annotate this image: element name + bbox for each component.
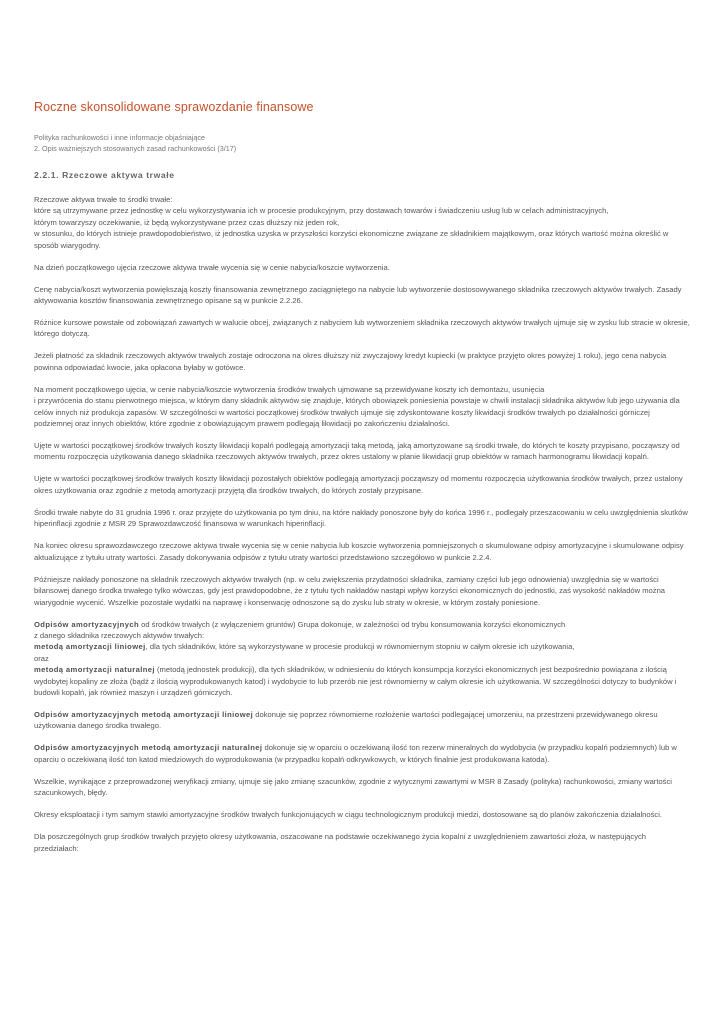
paragraph-hyperinflation: Środki trwałe nabyte do 31 grudnia 1996 r. oraz przyjęte do użytkowania po tym dniu, na które nakłady ponoszone były do końca 1996 r., podlegały przeszacowaniu w celu uwzględnienia skutków hiperinflacji zgodnie z MSR 29 Sprawozdawczość finansowa w warunkach hiperinflacji.: [34, 507, 688, 529]
paragraph-units-of-production: [34, 742, 690, 765]
paragraph-other-liquidation: Ujęte w wartości początkowej środków trwałych koszty likwidacji pozostałych obiektów podlegają amortyzacji począwszy od momentu rozpoczęcia użytkowania środków trwałych, przez ustalony okres użytkowania oraz zgodnie z metodą amortyzacji przyjętą dla środków trwałych, do których zostały przypisane.: [34, 474, 683, 495]
paragraph-fx-differences: Różnice kursowe powstałe od zobowiązań zawartych w walucie obcej, związanych z nabyciem lub wytworzeniem składnika rzeczowych aktywów trwałych ujmuje się w zysku lub stracie w okresie, którego dotyczą.: [34, 318, 690, 339]
paragraph-subsequent-costs: Późniejsze nakłady ponoszone na składnik rzeczowych aktywów trwałych (np. w celu zwiększenia przydatności składnika, zamiany części lub jego odnowienia) uwzględnia się w wartości bilansowej danego środka trwałego tylko wówczas, gdy jest prawdopodobne, że z tytułu tych nakładów nastąpi wpływ korzyści ekonomicznych do jednostki, zaś wysokość nakładów można wiarygodnie wycenić. Wszelkie pozostałe wydatki na naprawę i konserwację odnoszone są do zysku lub straty w okresie, w którym zostały poniesione.: [34, 574, 666, 607]
units-of-production-heading: Odpisów amortyzacyjnych metodą amortyzacji naturalnej: [34, 743, 263, 753]
paragraph-end-of-period: Na koniec okresu sprawozdawczego rzeczowe aktywa trwałe wycenia się w cenie nabycia lub koszcie wytworzenia pomniejszonych o skumulowane odpisy amortyzacyjne i skumulowane odpisy aktualizujące z tytułu utraty wartości. Zasady dokonywania odpisów z tytułu utraty wartości przedstawiono szczegółowo w punkcie 2.2.4.: [34, 541, 684, 562]
definition-line: Rzeczowe aktywa trwałe to środki trwałe:: [34, 195, 173, 204]
paragraph-dismantling-costs: [34, 384, 690, 430]
depreciation-text: z danego składnika rzeczowych aktywów trwałych:: [34, 630, 205, 640]
paragraph-mine-liquidation: Ujęte w wartości początkowej środków trwałych koszty likwidacji kopalń podlegają amortyzacji taką metodą, jaką amortyzowane są środki trwałe, do których te koszty przypisano, począwszy od momentu rozpoczęcia użytkowania danego składnika rzeczowych aktywów trwałych, przez okres ustalony w planie likwidacji grup obiektów w ramach harmonogramu likwidacji kopalń.: [34, 441, 680, 462]
straight-line-heading: Odpisów amortyzacyjnych metodą amortyzacji liniowej: [34, 709, 254, 719]
definition-line: którym towarzyszy oczekiwanie, iż będą wykorzystywane przez czas dłuższy niż jeden rok,: [34, 217, 340, 227]
units-of-production-term: metodą amortyzacji naturalnej: [34, 665, 155, 675]
paragraph-useful-life-ranges: Dla poszczególnych grup środków trwałych przyjęto okresy użytkowania, oszacowane na podstawie oczekiwanego życia kopalni z uwzględnieniem zawartości złoża, w następujących przedziałach:: [34, 832, 647, 853]
breadcrumb-subsection: 2. Opis ważniejszych stosowanych zasad rachunkowości (3/17): [34, 144, 237, 153]
dismantling-line: i przywrócenia do stanu pierwotnego miejsca, w którym dany składnik aktywów się znajduje, których obowiązek poniesienia powstaje w chwili instalacji składnika aktywów lub jego używania dla celów innych niż produkcja zapasów. W szczególności w wartości początkowej środków trwałych ujmuje się zdyskontowane koszty likwidacji środków trwałych po działalności górniczej podziemnej oraz innych obiektów, które zgodnie z obowiązującym prawem podlegają likwidacji po zakończeniu działalności.: [34, 396, 680, 429]
paragraph-depreciation-methods: [34, 619, 690, 699]
paragraph-estimate-changes: Wszelkie, wynikające z przeprowadzonej weryfikacji zmiany, ujmuje się jako zmianę szacunków, zgodnie z wytycznymi zawartymi w MSR 8 Zasady (polityka) rachunkowości, zmiany wartości szacunkowych, błędy.: [34, 776, 672, 798]
dismantling-line: Na moment początkowego ujęcia, w cenie nabycia/koszcie wytworzenia środków trwałych ujmowane są przewidywane koszty ich demontażu, usunięcia: [34, 384, 545, 394]
definition-line: w stosunku, do których istnieje prawdopodobieństwo, iż jednostka uzyska w przyszłości korzyści ekonomiczne związane ze składnikiem majątkowym, oraz których wartość można określić w sposób wiarygodny.: [34, 229, 669, 250]
straight-line-description: dokonuje się poprzez równomierne rozłożenie wartości podlegającej umorzeniu, na przestrzeni przewidywanego okresu użytkowania danego środka trwałego.: [34, 709, 658, 731]
paragraph-useful-life: Okresy eksploatacji i tym samym stawki amortyzacyjne środków trwałych funkcjonujących w ciągu technologicznym produkcji miedzi, dostosowane są do planów zakończenia działalności.: [34, 810, 663, 820]
paragraph-borrowing-costs: Cenę nabycia/koszt wytworzenia powiększają koszty finansowania zewnętrznego zaciągniętego na nabycie lub wytworzenie dostosowywanego składnika rzeczowych aktywów trwałych. Zasady aktywowania kosztów finansowania zewnętrznego opisane są w punkcie 2.2.26.: [34, 284, 682, 306]
units-of-production-description: dokonuje się w oparciu o oczekiwaną ilość ton rezerw mineralnych do wydobycia (w przypadku kopalń podziemnych) lub w oparciu o oczekiwaną ilość ton katod miedziowych do wyprodukowania (w przypadku kopalń odkrywkowych, w których finalnie jest produkowana katoda).: [34, 743, 677, 764]
section-heading: 2.2.1. Rzeczowe aktywa trwałe: [34, 170, 175, 180]
straight-line-item: [34, 641, 690, 652]
conjunction-text: oraz: [34, 653, 49, 663]
straight-line-text: , dla tych składników, które są wykorzystywane w procesie produkcji w równomiernym stopniu w całym okresie ich użytkowania,: [145, 642, 575, 652]
breadcrumb-section: Polityka rachunkowości i inne informacje objaśniające: [34, 133, 205, 142]
document-content: [34, 100, 690, 865]
straight-line-term: metodą amortyzacji liniowej: [34, 642, 146, 652]
units-of-production-text: (metodą jednostek produkcji), dla tych składników, w odniesieniu do których konsumpcja korzyści ekonomicznych jest bezpośrednio powiązana z ilością wydobytej kopaliny ze złoża (bądź z ilością wyprodukowanych katod) i wydobycie to lub przerób nie jest równomierny w całym okresie ich użytkowania. W szczególności dotyczy to budynków i budowli kopalń, jak również maszyn i urządzeń górniczych.: [34, 665, 677, 697]
depreciation-bold-term: Odpisów amortyzacyjnych: [34, 619, 139, 629]
paragraph-deferred-payment: Jeżeli płatność za składnik rzeczowych aktywów trwałych zostaje odroczona na okres dłuższy niż zwyczajowy kredyt kupiecki (w praktyce przyjęto okres powyżej 1 roku), jego cena nabycia powinna odpowiadać kwocie, jaka opłacona byłaby w gotówce.: [34, 351, 667, 372]
paragraph-straight-line: [34, 709, 690, 732]
paragraph-initial-measurement: Na dzień początkowego ujęcia rzeczowe aktywa trwałe wycenia się w cenie nabycia/koszcie wytworzenia.: [34, 262, 390, 272]
units-of-production-item: [34, 664, 690, 698]
definition-line: które są utrzymywane przez jednostkę w celu wykorzystywania ich w procesie produkcyjnym, przy dostawach towarów i świadczeniu usług lub w celach administracyjnych,: [34, 206, 609, 216]
document-title: Roczne skonsolidowane sprawozdanie finansowe: [34, 100, 314, 114]
paragraph-definition: [34, 194, 690, 251]
depreciation-text: od środków trwałych (z wyłączeniem gruntów) Grupa dokonuje, w zależności od trybu konsumowania korzyści ekonomicznych: [139, 619, 566, 629]
